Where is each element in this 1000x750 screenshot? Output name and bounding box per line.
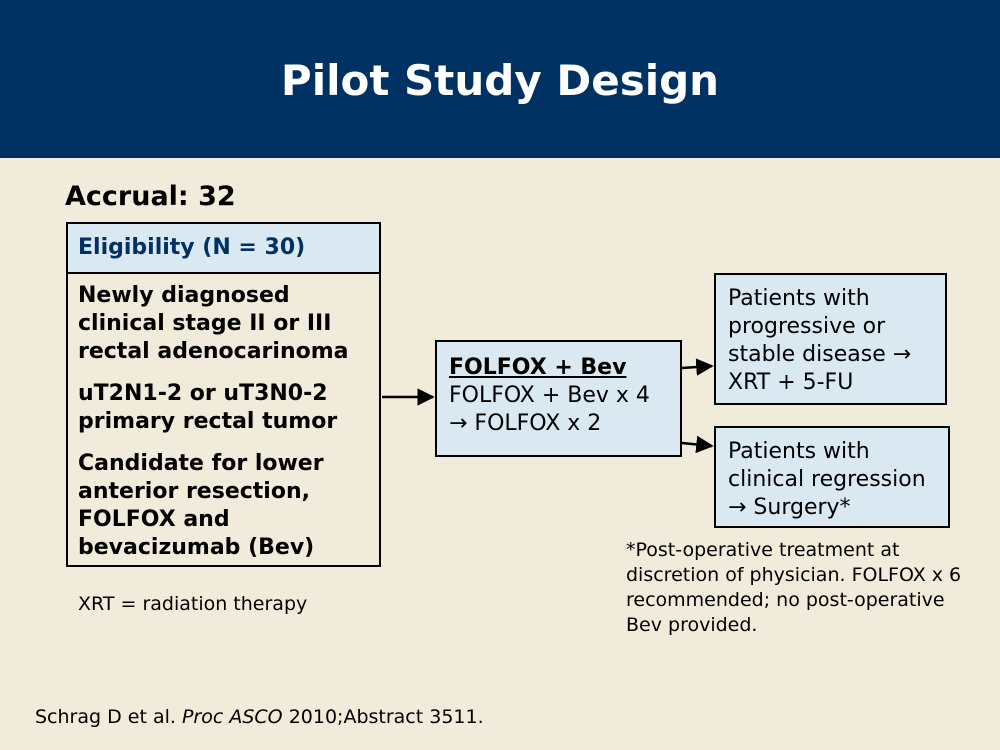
accrual-label: Accrual: 32 [65, 181, 236, 212]
arrow-treatment-to-progressive [682, 366, 712, 368]
criterion-tumor-stage: uT2N1-2 or uT3N0-2 primary rectal tumor [78, 381, 338, 434]
postop-footnote: *Post-operative treatment at discretion of physician. FOLFOX x 6 recommended; no post-operative Bev provided. [626, 539, 962, 636]
citation-authors: Schrag D et al. [35, 706, 176, 728]
eligibility-title: Eligibility (N = 30) [68, 224, 379, 274]
criterion-diagnosis: Newly diagnosed clinical stage II or III rectal adenocarinoma [78, 283, 349, 364]
treatment-line-1: FOLFOX + Bev x 4 [449, 383, 650, 408]
slide-title: Pilot Study Design [280, 56, 720, 105]
treatment-line-2: → FOLFOX x 2 [449, 411, 602, 436]
regression-outcome-text: Patients with clinical regression → Surgery* [728, 439, 926, 520]
citation-rest: 2010;Abstract 3511. [288, 706, 484, 728]
xrt-footnote: XRT = radiation therapy [78, 593, 308, 615]
citation-journal: Proc ASCO [181, 706, 283, 728]
criterion-candidate: Candidate for lower anterior resection, FOLFOX and bevacizumab (Bev) [78, 451, 324, 560]
arrow-treatment-to-regression [682, 443, 712, 446]
progressive-outcome-text: Patients with progressive or stable disease → XRT + 5-FU [728, 286, 912, 395]
treatment-title: FOLFOX + Bev [449, 355, 627, 380]
